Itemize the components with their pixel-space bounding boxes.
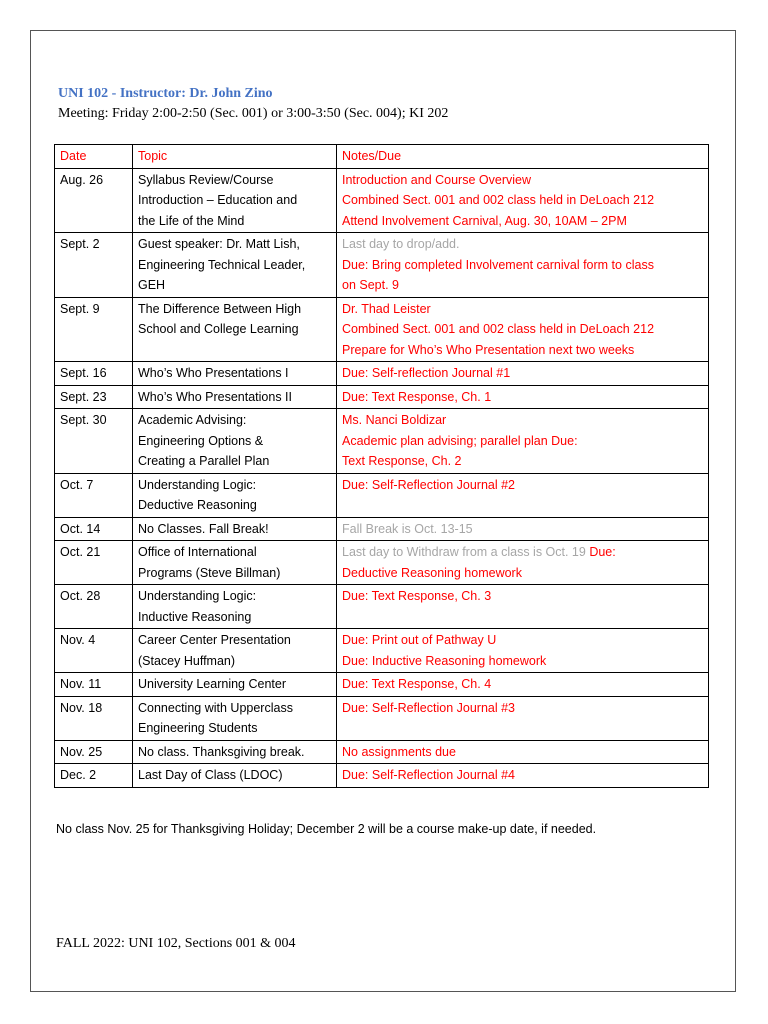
- topic-line: University Learning Center: [138, 677, 286, 691]
- date-text: Nov. 4: [60, 633, 96, 647]
- page-footer: FALL 2022: UNI 102, Sections 001 & 004: [56, 936, 296, 951]
- meeting-info: Meeting: Friday 2:00-2:50 (Sec. 001) or 3:00-3:50 (Sec. 004); KI 202: [58, 106, 449, 121]
- topic-line: GEH: [138, 278, 166, 292]
- date-text: Sept. 23: [60, 389, 107, 404]
- topic-line: Career Center Presentation: [138, 633, 291, 647]
- table-row: [55, 168, 709, 233]
- cell-notes: [337, 409, 709, 474]
- cell-topic: [133, 409, 337, 474]
- cell-notes: [337, 473, 709, 517]
- topic-line: Engineering Options &: [138, 433, 264, 448]
- notes-line: Deductive Reasoning homework: [342, 565, 522, 580]
- topic-line: Last Day of Class (LDOC): [138, 768, 283, 782]
- table-header-row: [55, 145, 709, 169]
- cell-date: [55, 740, 133, 764]
- cell-topic: [133, 764, 337, 788]
- notes-line: Due: Text Response, Ch. 3: [342, 589, 492, 603]
- table-row: [55, 541, 709, 585]
- cell-notes: [337, 764, 709, 788]
- date-text: Sept. 9: [60, 301, 100, 316]
- table-row: [55, 362, 709, 386]
- cell-date: [55, 385, 133, 409]
- notes-line: Due: Self-Reflection Journal #2: [342, 477, 516, 492]
- topic-line: Understanding Logic:: [138, 589, 257, 603]
- notes-line: No assignments due: [342, 744, 456, 759]
- cell-date: [55, 517, 133, 541]
- column-header-notes: Notes/Due: [337, 145, 709, 169]
- cell-date: [55, 629, 133, 673]
- notes-line: Last day to drop/add.: [342, 237, 460, 251]
- cell-notes: [337, 696, 709, 740]
- table-row: [55, 764, 709, 788]
- topic-line: School and College Learning: [138, 322, 299, 336]
- cell-topic: [133, 740, 337, 764]
- notes-line: Text Response, Ch. 2: [342, 454, 462, 468]
- cell-notes: [337, 629, 709, 673]
- cell-notes: [337, 585, 709, 629]
- topic-line: Deductive Reasoning: [138, 498, 257, 512]
- table-row: [55, 385, 709, 409]
- cell-topic: [133, 362, 337, 386]
- table-row: [55, 585, 709, 629]
- cell-notes: [337, 233, 709, 298]
- notes-line: Dr. Thad Leister: [342, 301, 431, 316]
- table-row: [55, 629, 709, 673]
- notes-line: Due: Text Response, Ch. 4: [342, 677, 492, 691]
- notes-line: on Sept. 9: [342, 278, 399, 292]
- date-text: Sept. 16: [60, 366, 107, 380]
- cell-topic: [133, 297, 337, 362]
- cell-topic: [133, 233, 337, 298]
- cell-date: [55, 673, 133, 697]
- notes-line: Due: Inductive Reasoning homework: [342, 653, 547, 668]
- document-page: [30, 30, 736, 992]
- cell-date: [55, 541, 133, 585]
- cell-topic: [133, 696, 337, 740]
- topic-line: Understanding Logic:: [138, 477, 257, 492]
- column-header-topic: Topic: [133, 145, 337, 169]
- notes-line: Prepare for Who’s Who Presentation next two weeks: [342, 342, 635, 357]
- cell-notes: [337, 168, 709, 233]
- notes-line: Due: Text Response, Ch. 1: [342, 389, 492, 404]
- notes-line: Introduction and Course Overview: [342, 172, 531, 187]
- column-header-date: Date: [55, 145, 133, 169]
- cell-date: [55, 696, 133, 740]
- cell-date: [55, 585, 133, 629]
- topic-line: Creating a Parallel Plan: [138, 454, 270, 468]
- topic-line: Inductive Reasoning: [138, 609, 252, 624]
- table-row: [55, 673, 709, 697]
- topic-line: (Stacey Huffman): [138, 653, 236, 668]
- table-row: [55, 473, 709, 517]
- date-text: Nov. 18: [60, 700, 103, 715]
- notes-gray-text: Last day to Withdraw from a class is Oct. 19: [342, 545, 586, 559]
- date-text: Sept. 30: [60, 413, 107, 427]
- cell-date: [55, 168, 133, 233]
- topic-line: Academic Advising:: [138, 413, 247, 427]
- cell-date: [55, 297, 133, 362]
- cell-notes: [337, 517, 709, 541]
- cell-date: [55, 409, 133, 474]
- cell-topic: [133, 541, 337, 585]
- cell-notes: [337, 385, 709, 409]
- table-row: [55, 517, 709, 541]
- topic-line: No Classes. Fall Break!: [138, 521, 269, 536]
- notes-line: Due: Print out of Pathway U: [342, 633, 497, 647]
- notes-line: Attend Involvement Carnival, Aug. 30, 10AM – 2PM: [342, 213, 627, 228]
- topic-line: the Life of the Mind: [138, 213, 245, 228]
- notes-line: Due: Self-reflection Journal #1: [342, 366, 511, 380]
- notes-line: Combined Sect. 001 and 002 class held in DeLoach 212: [342, 322, 655, 336]
- schedule-body: [55, 168, 709, 787]
- cell-notes: [337, 673, 709, 697]
- cell-topic: [133, 385, 337, 409]
- date-text: Oct. 14: [60, 521, 101, 536]
- topic-line: Engineering Students: [138, 721, 258, 735]
- topic-line: No class. Thanksgiving break.: [138, 744, 305, 759]
- table-row: [55, 409, 709, 474]
- topic-line: Who’s Who Presentations I: [138, 366, 289, 380]
- cell-date: [55, 473, 133, 517]
- cell-notes: [337, 740, 709, 764]
- cell-topic: [133, 168, 337, 233]
- table-row: [55, 740, 709, 764]
- notes-line: Due: Self-Reflection Journal #3: [342, 700, 516, 715]
- table-row: [55, 297, 709, 362]
- table-row: [55, 233, 709, 298]
- date-text: Sept. 2: [60, 237, 100, 251]
- cell-topic: [133, 585, 337, 629]
- cell-topic: [133, 673, 337, 697]
- cell-notes: [337, 362, 709, 386]
- notes-line: Academic plan advising; parallel plan Due:: [342, 433, 578, 448]
- footnote: No class Nov. 25 for Thanksgiving Holiday; December 2 will be a course make-up date, if needed.: [56, 822, 597, 836]
- date-text: Nov. 25: [60, 744, 103, 759]
- topic-line: Office of International: [138, 545, 257, 559]
- cell-date: [55, 764, 133, 788]
- date-text: Oct. 21: [60, 545, 101, 559]
- cell-topic: [133, 629, 337, 673]
- notes-red-text: Due:: [589, 545, 616, 559]
- notes-line: Due: Bring completed Involvement carnival form to class: [342, 257, 654, 272]
- course-title: UNI 102 - Instructor: Dr. John Zino: [58, 86, 273, 101]
- cell-date: [55, 362, 133, 386]
- topic-line: Guest speaker: Dr. Matt Lish,: [138, 237, 300, 251]
- schedule-table: [54, 144, 709, 788]
- topic-line: Connecting with Upperclass: [138, 700, 293, 715]
- topic-line: Syllabus Review/Course: [138, 172, 274, 187]
- cell-notes: [337, 297, 709, 362]
- topic-line: Introduction – Education and: [138, 193, 298, 207]
- topic-line: Engineering Technical Leader,: [138, 257, 306, 272]
- date-text: Dec. 2: [60, 768, 97, 782]
- notes-line: [342, 542, 702, 563]
- topic-line: The Difference Between High: [138, 301, 302, 316]
- date-text: Oct. 28: [60, 589, 101, 603]
- cell-notes: [337, 541, 709, 585]
- notes-line: Fall Break is Oct. 13-15: [342, 521, 473, 536]
- notes-line: Ms. Nanci Boldizar: [342, 413, 447, 427]
- cell-topic: [133, 517, 337, 541]
- cell-topic: [133, 473, 337, 517]
- table-row: [55, 696, 709, 740]
- date-text: Aug. 26: [60, 172, 104, 187]
- topic-line: Who’s Who Presentations II: [138, 389, 293, 404]
- date-text: Oct. 7: [60, 477, 94, 492]
- topic-line: Programs (Steve Billman): [138, 565, 281, 580]
- cell-date: [55, 233, 133, 298]
- notes-line: Combined Sect. 001 and 002 class held in DeLoach 212: [342, 193, 655, 207]
- date-text: Nov. 11: [60, 677, 102, 691]
- notes-line: Due: Self-Reflection Journal #4: [342, 768, 516, 782]
